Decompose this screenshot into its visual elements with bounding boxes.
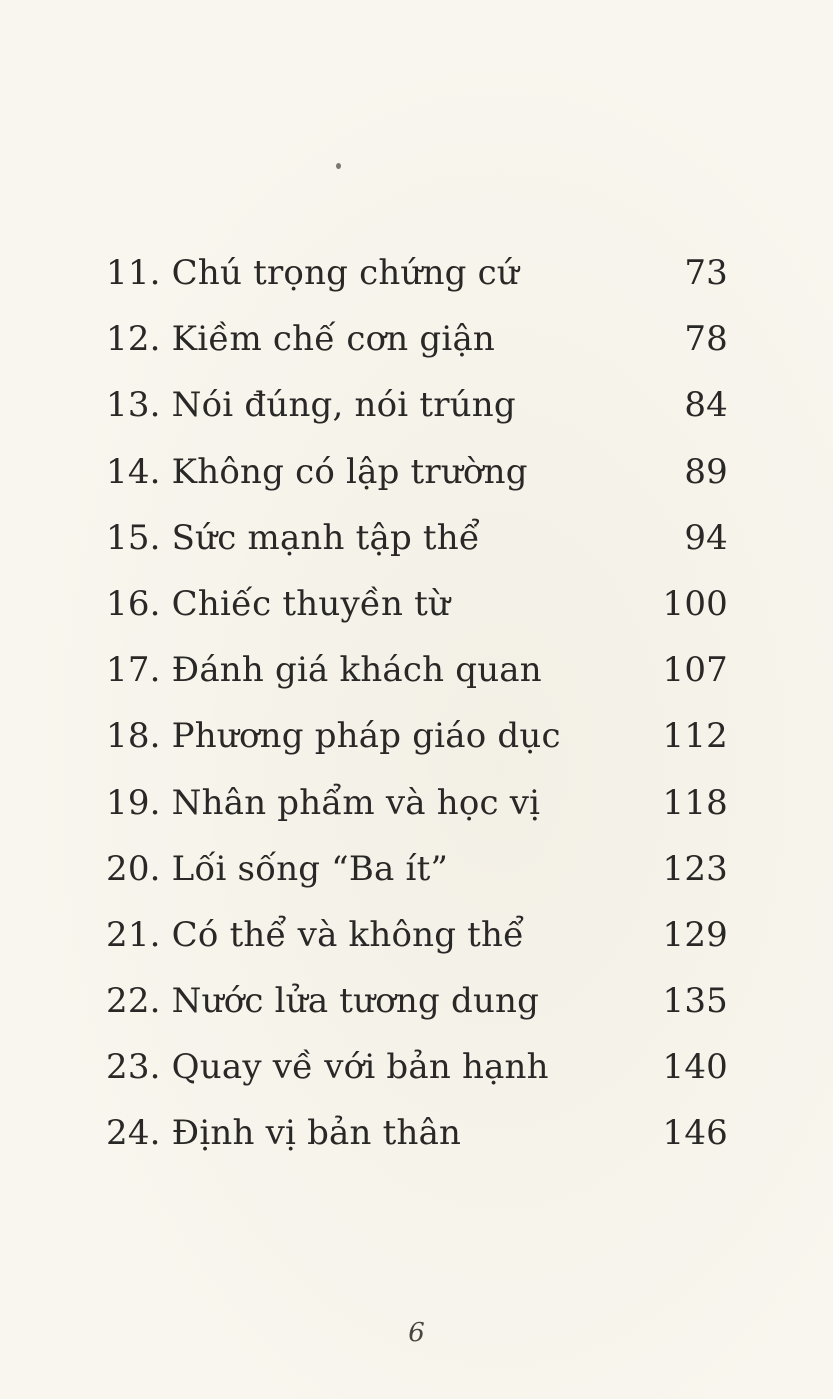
toc-entry-page: 89 <box>684 451 728 492</box>
toc-entry-title: 24. Định vị bản thân <box>106 1113 462 1154</box>
toc-entry-title: 16. Chiếc thuyền từ <box>106 583 451 624</box>
toc-entry-title: 19. Nhân phẩm và học vị <box>106 782 541 823</box>
page-number: 6 <box>408 1318 425 1348</box>
toc-entry-page: 112 <box>662 716 728 757</box>
toc-entry-title: 12. Kiềm chế cơn giận <box>106 319 496 360</box>
toc-entry-title: 14. Không có lập trường <box>106 451 528 492</box>
toc-entry <box>106 374 728 440</box>
toc-entry-title: 15. Sức mạnh tập thể <box>106 517 481 558</box>
toc-entry <box>106 904 728 970</box>
toc-entry-page: 94 <box>684 517 728 558</box>
toc-entry-title: 23. Quay về với bản hạnh <box>106 1047 549 1088</box>
toc-entry-title: 20. Lối sống “Ba ít” <box>106 848 449 889</box>
toc-entry-title: 11. Chú trọng chứng cứ <box>106 253 519 293</box>
toc-entry-page: 129 <box>662 914 728 955</box>
toc-entry-page: 140 <box>662 1047 728 1088</box>
toc-entry-page: 100 <box>662 583 728 624</box>
toc-entry-page: 146 <box>662 1113 728 1154</box>
toc-entry-title: 17. Đánh giá khách quan <box>106 650 542 691</box>
toc-entry-page: 107 <box>662 650 728 691</box>
toc-entry-page: 78 <box>684 319 728 360</box>
toc-entry-title: 13. Nói đúng, nói trúng <box>106 385 516 426</box>
toc-entry <box>106 705 728 771</box>
toc-entry-page: 123 <box>662 848 728 889</box>
toc-entry <box>106 308 728 374</box>
toc-entry-title: 21. Có thể và không thể <box>106 914 525 955</box>
toc-entry-title: 18. Phương pháp giáo dục <box>106 716 561 757</box>
toc-entry-title: 22. Nước lửa tương dung <box>106 981 540 1022</box>
toc-entry <box>106 507 728 573</box>
toc-entry <box>106 1036 728 1102</box>
toc-entry-page: 135 <box>662 981 728 1022</box>
toc-entry <box>106 573 728 639</box>
toc-entry-page: 84 <box>684 385 728 426</box>
toc-entry-page: 118 <box>662 782 728 823</box>
toc-entry <box>106 242 728 308</box>
toc-entry <box>106 838 728 904</box>
ink-dot <box>336 163 341 169</box>
toc-entry <box>106 970 728 1036</box>
toc-entry-page: 73 <box>684 253 728 293</box>
toc-entry <box>106 441 728 507</box>
toc-entry <box>106 772 728 838</box>
toc-entry <box>106 639 728 705</box>
toc-entry <box>106 1102 728 1168</box>
table-of-contents <box>106 242 728 1169</box>
